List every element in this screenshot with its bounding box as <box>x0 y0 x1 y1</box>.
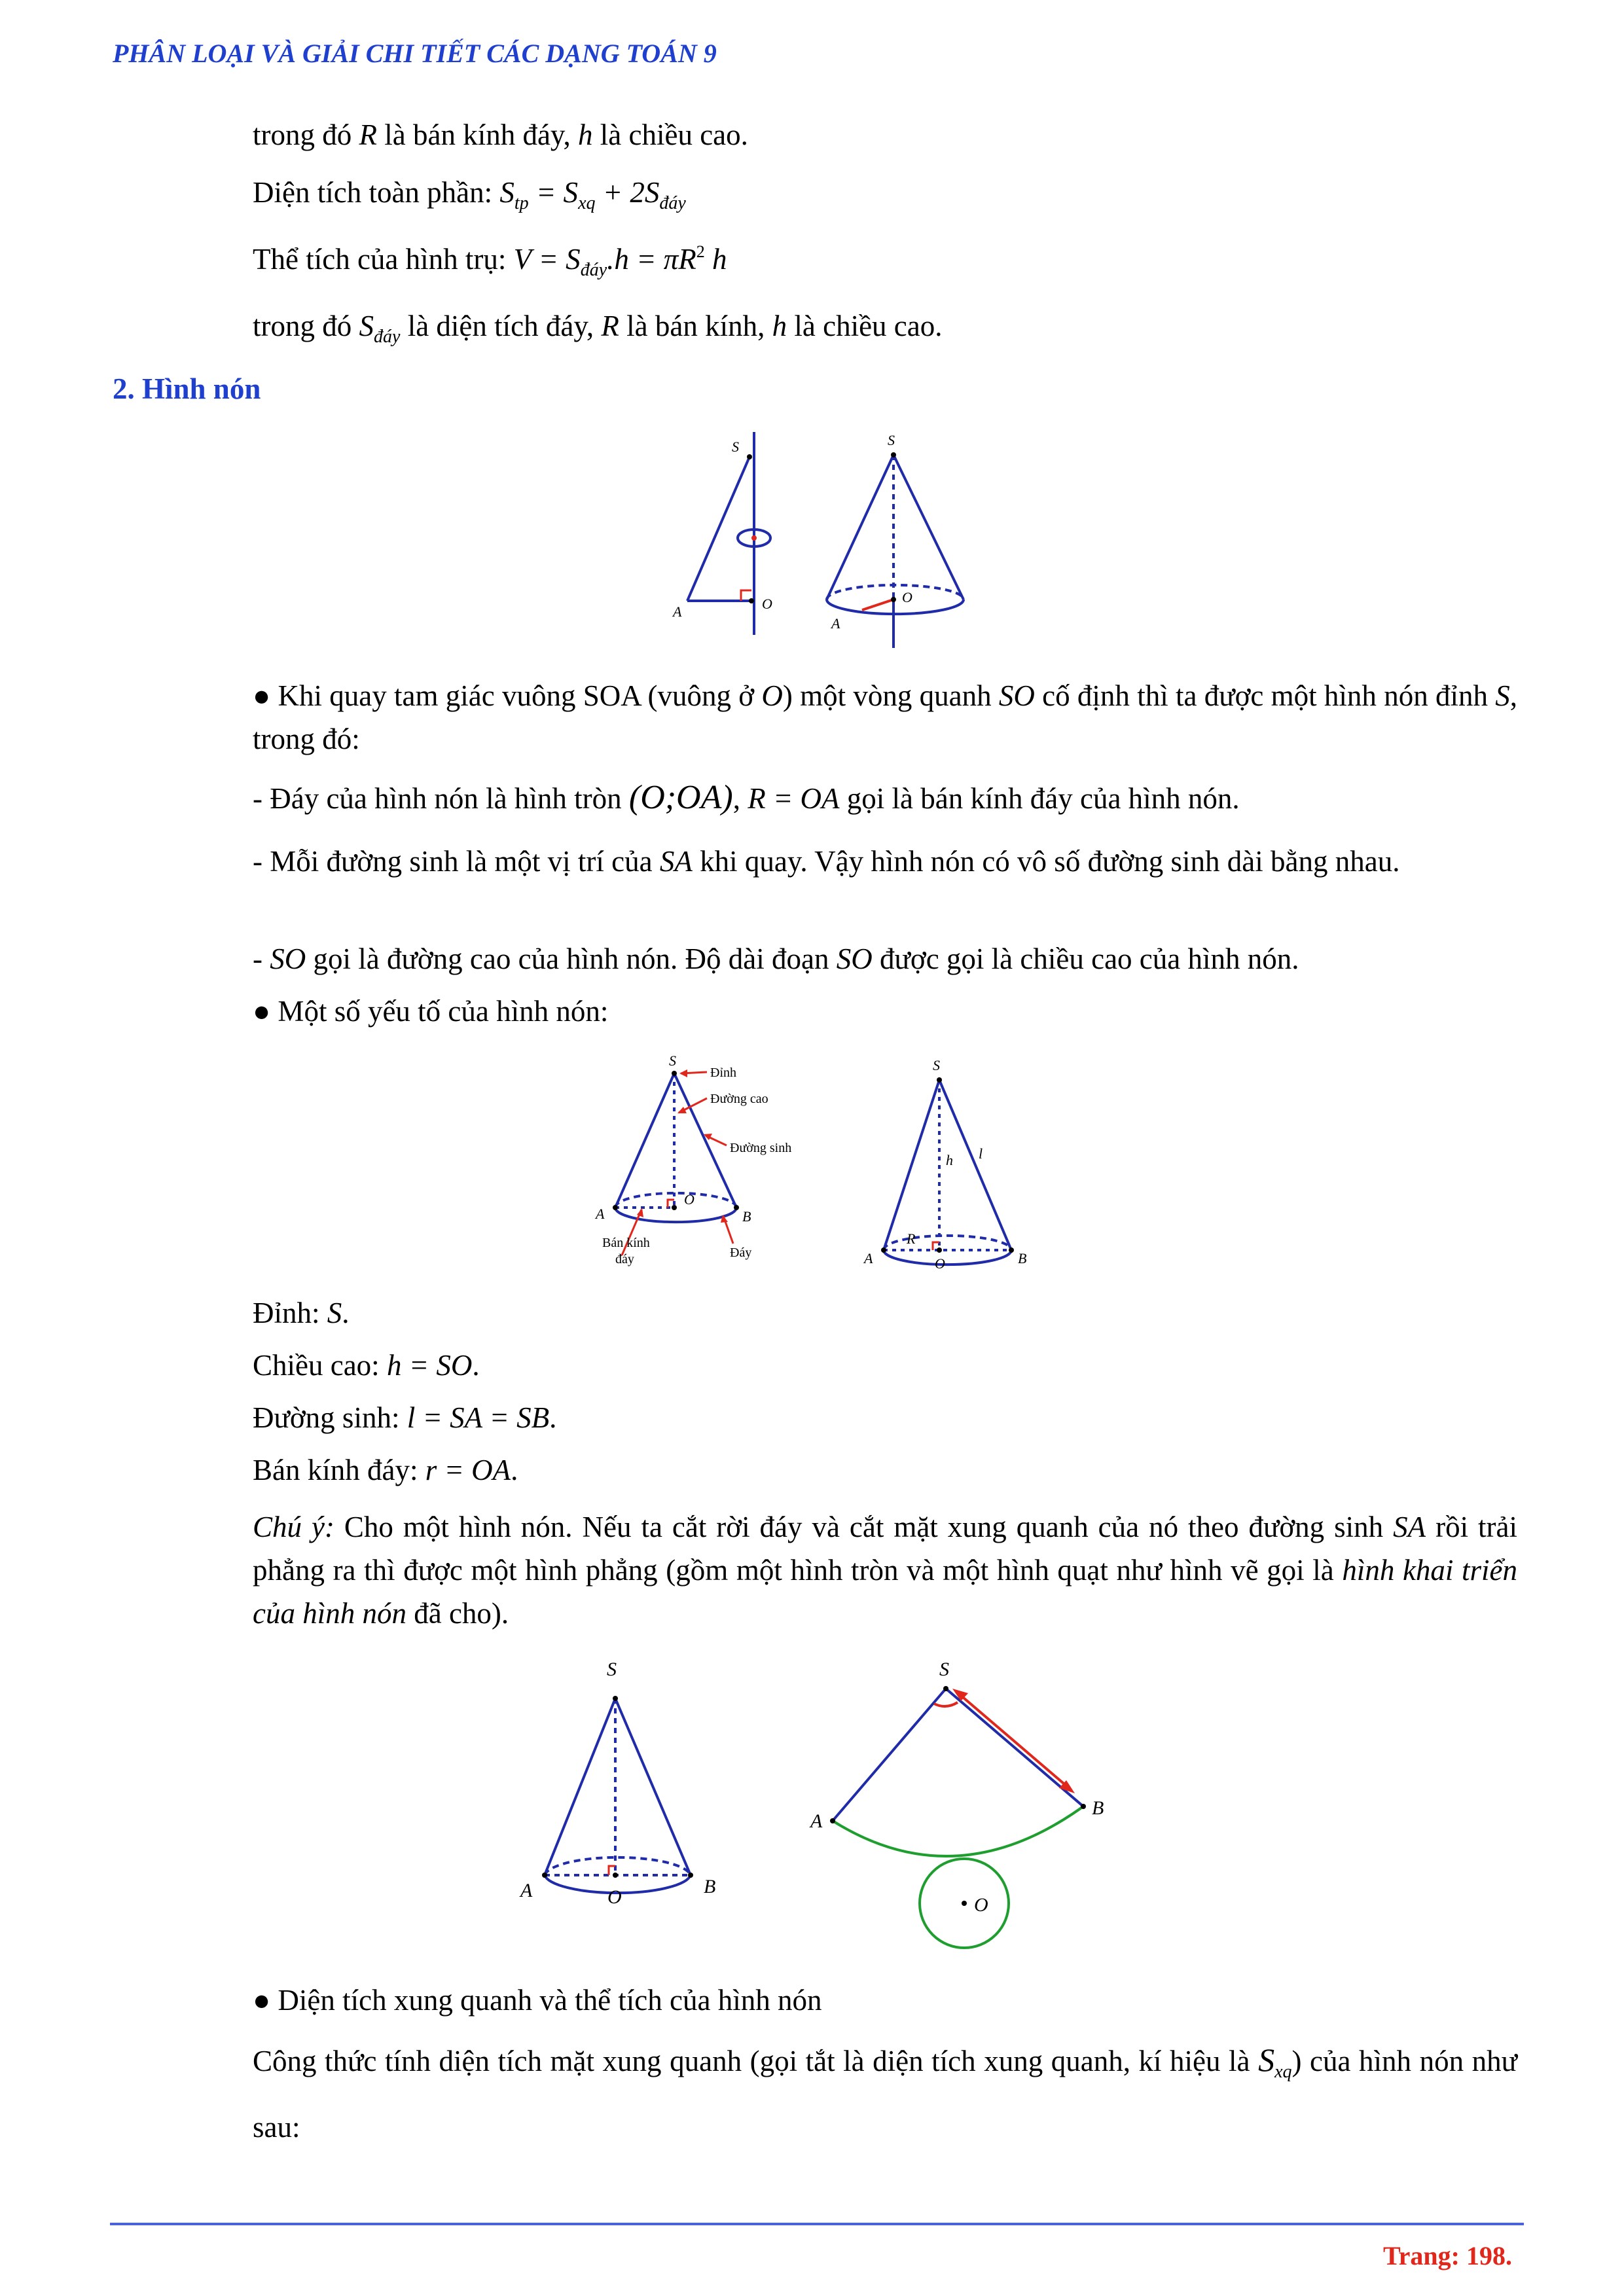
element-generatrix: Đường sinh: l = SA = SB. <box>253 1401 557 1434</box>
svg-text:đáy: đáy <box>615 1252 634 1266</box>
page-header: PHÂN LOẠI VÀ GIẢI CHI TIẾT CÁC DẠNG TOÁN 9 <box>113 39 717 68</box>
paragraph-elements: ● Một số yếu tố của hình nón: <box>253 995 609 1028</box>
svg-text:A: A <box>596 1206 605 1222</box>
svg-text:O: O <box>607 1886 622 1908</box>
intro-line-1: trong đó R là bán kính đáy, h là chiều cao. <box>253 118 748 151</box>
svg-text:A: A <box>673 603 682 620</box>
svg-text:S: S <box>933 1057 940 1073</box>
element-vertex: Đỉnh: S. <box>253 1297 350 1329</box>
paragraph-generatrix: - Mỗi đường sinh là một vị trí của SA khi quay. Vậy hình nón có vô số đường sinh dài bằng nhau. <box>253 845 1400 878</box>
paragraph-base: - Đáy của hình nón là hình tròn (O;OA), R = OA gọi là bán kính đáy của hình nón. <box>253 779 1240 816</box>
svg-text:S: S <box>939 1659 949 1680</box>
svg-text:O: O <box>935 1255 945 1272</box>
svg-text:A: A <box>864 1250 873 1266</box>
triangle-hypotenuse <box>687 457 749 601</box>
element-height: Chiều cao: h = SO. <box>253 1349 480 1382</box>
cone-left-side <box>827 455 893 600</box>
svg-text:Đường sinh: Đường sinh <box>730 1141 792 1155</box>
svg-text:B: B <box>704 1876 716 1897</box>
total-area-formula: Diện tích toàn phần: $S_{tp} = S_{xq} + 2S_{đáy}$ <box>253 176 686 213</box>
svg-text:Đỉnh: Đỉnh <box>710 1066 736 1080</box>
figure-cone-elements <box>576 1047 1074 1283</box>
svg-text:B: B <box>742 1208 751 1225</box>
svg-text:S: S <box>732 439 739 455</box>
svg-text:Đáy: Đáy <box>730 1246 752 1260</box>
page-number: Trang: 198. <box>1382 2241 1512 2270</box>
svg-text:A: A <box>831 615 840 632</box>
svg-text:Đường cao: Đường cao <box>710 1092 768 1106</box>
svg-text:A: A <box>810 1810 823 1832</box>
intro-line-4: trong đó $S_{đáy}$ là diện tích đáy, R là bán kính, h là chiều cao. <box>253 310 943 347</box>
svg-text:O: O <box>684 1191 695 1208</box>
element-radius: Bán kính đáy: r = OA. <box>253 1454 518 1486</box>
paragraph-area-volume-title: ● Diện tích xung quanh và thể tích của hình nón <box>253 1984 822 2017</box>
svg-text:Bán kính: Bán kính <box>602 1236 650 1250</box>
svg-text:B: B <box>1018 1250 1027 1266</box>
svg-text:S: S <box>888 432 895 448</box>
cylinder-volume-formula: Thể tích của hình trụ: $V = S_{đáy}.h = \pi R^2$ h <box>253 242 727 280</box>
svg-text:h: h <box>946 1152 953 1168</box>
note-paragraph: Chú ý: Cho một hình nón. Nếu ta cắt rời đáy và cắt mặt xung quanh của nó theo đường sinh SA rồi trải phẳng ra thì được một hình phẳng (gồm một hình tròn và một hình quạt như hình vẽ gọi là hình khai triển của hình nón đã cho). <box>253 1511 1518 1630</box>
cone-radius <box>862 600 893 610</box>
svg-text:O: O <box>762 596 772 612</box>
svg-text:S: S <box>607 1659 617 1680</box>
svg-text:l: l <box>979 1145 983 1162</box>
svg-text:R: R <box>907 1230 916 1247</box>
section-title: 2. Hình nón <box>113 372 261 405</box>
footer-rule <box>110 2223 1524 2225</box>
svg-text:S: S <box>669 1052 676 1069</box>
figure-cone-development <box>497 1649 1152 1957</box>
svg-text:O: O <box>974 1894 988 1916</box>
svg-text:O: O <box>902 589 912 605</box>
cone-base-front <box>827 600 964 614</box>
figure-rotation-cone <box>641 419 1008 668</box>
svg-text:A: A <box>520 1880 533 1901</box>
paragraph-rotation: ● Khi quay tam giác vuông SOA (vuông ở O) một vòng quanh SO cố định thì ta được một hình nón đỉnh S, trong đó: <box>253 679 1517 755</box>
paragraph-height: - SO gọi là đường cao của hình nón. Độ dài đoạn SO được gọi là chiều cao của hình nón. <box>253 942 1299 975</box>
svg-text:B: B <box>1092 1797 1104 1819</box>
paragraph-lateral-area: Công thức tính diện tích mặt xung quanh (gọi tắt là diện tích xung quanh, kí hiệu là $S_{xq}$) của hình nón như sau: <box>253 2041 1517 2144</box>
cone-right-side <box>893 455 964 600</box>
cone-base-back <box>827 585 964 600</box>
